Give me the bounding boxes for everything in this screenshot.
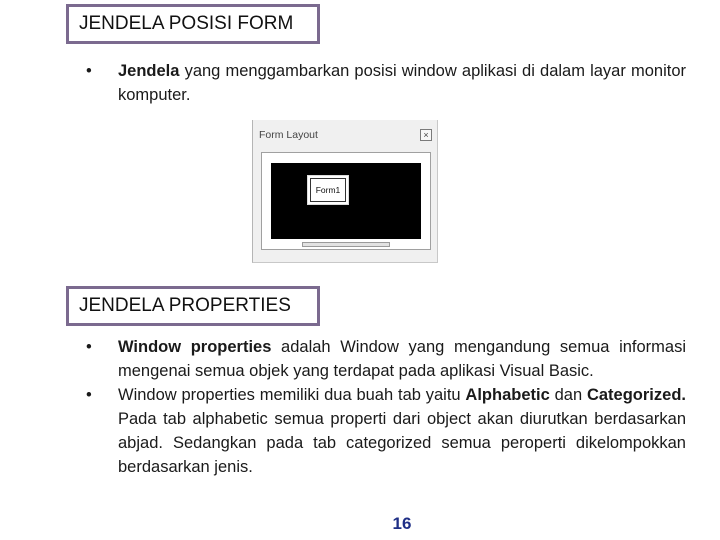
bullet-icon: •	[86, 338, 92, 356]
bullet-icon: •	[86, 386, 92, 404]
monitor-screen	[271, 163, 421, 239]
bullet-text: adalah Window yang mengandung semua informasi mengenai semua objek yang terdapat pada aplikasi Visual Basic.	[118, 338, 686, 380]
bullet-bold-term: Categorized.	[586, 386, 686, 404]
bullet-text: Pada tab alphabetic semua properti dari object akan diurutkan berdasarkan abjad. Sedangkan pada tab categorized semua peroperti dikelompokkan berdasarkan jenis.	[118, 410, 686, 476]
section-title-text: JENDELA PROPERTIES	[79, 295, 291, 316]
page-number: 16	[392, 514, 412, 533]
close-icon[interactable]: ×	[420, 129, 432, 141]
bullet-list-properties	[86, 335, 686, 479]
list-item	[86, 335, 686, 383]
form-preview-label: Form1	[310, 178, 346, 202]
bullet-text: dan	[549, 386, 587, 404]
form-layout-title: Form Layout	[259, 129, 318, 141]
section-title-properties	[66, 286, 320, 326]
section-title-posisi-form	[66, 4, 320, 44]
bullet-bold-term: Alphabetic	[465, 386, 550, 404]
bullet-text: yang menggambarkan posisi window aplikasi di dalam layar monitor komputer.	[118, 62, 686, 104]
monitor-illustration	[261, 152, 431, 250]
list-item	[86, 59, 686, 107]
bullet-bold-term: Window properties	[118, 338, 272, 356]
monitor-stand	[302, 242, 390, 247]
form-layout-window	[252, 120, 438, 263]
bullet-text: Window properties memiliki dua buah tab yaitu	[118, 386, 466, 404]
bullet-bold-term: Jendela	[118, 62, 180, 80]
bullet-list-posisi-form	[86, 59, 686, 107]
list-item	[86, 383, 686, 479]
bullet-icon: •	[86, 62, 92, 80]
section-title-text: JENDELA POSISI FORM	[79, 13, 294, 34]
form-position-preview[interactable]	[307, 175, 349, 205]
